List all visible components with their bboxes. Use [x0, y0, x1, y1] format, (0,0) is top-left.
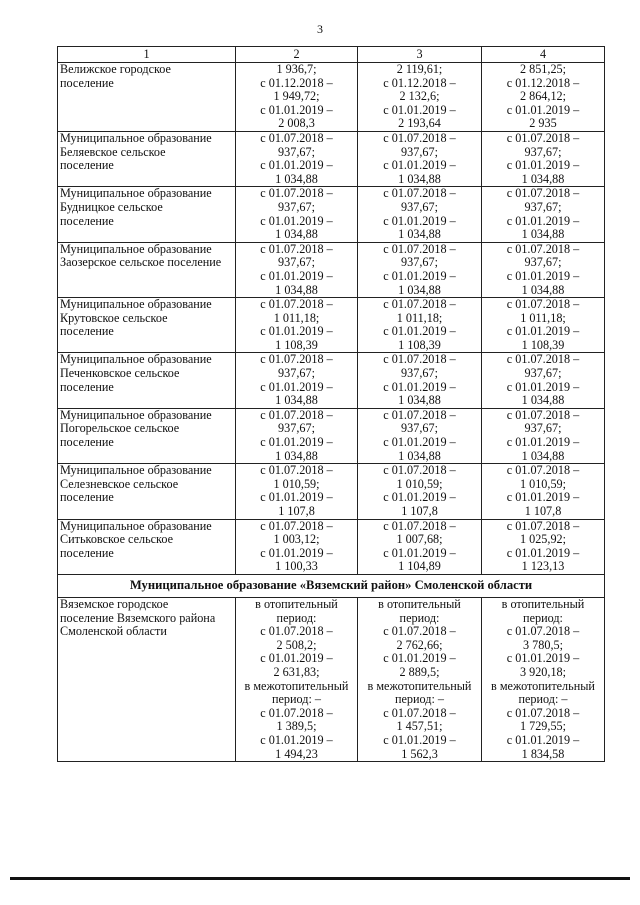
table-row — [58, 63, 605, 132]
value-line: с 01.01.2019 – — [383, 651, 456, 666]
value-line: 3 920,18; — [519, 664, 567, 679]
value-line: 2 508,2; — [276, 637, 317, 652]
tariff-cell-c2 — [236, 63, 358, 132]
value-line: с 01.01.2019 – — [506, 102, 580, 117]
value-line: с 01.01.2019 – — [506, 213, 580, 228]
section-header-row — [58, 574, 605, 597]
value-line: с 01.01.2019 – — [506, 379, 580, 394]
tariff-cell-c4 — [482, 597, 605, 761]
value-line: с 01.07.2018 – — [260, 407, 333, 422]
value-line: с 01.07.2018 – — [383, 407, 456, 422]
tariff-cell-c4 — [482, 131, 605, 186]
value-line: 1 100,33 — [275, 559, 318, 574]
tariff-cell-c2 — [236, 519, 358, 574]
value-line: 937,67; — [401, 366, 438, 381]
name-line: Муниципальное образование — [60, 186, 212, 201]
value-line: в межотопительный — [367, 678, 472, 693]
value-line: 937,67; — [524, 255, 562, 270]
value-line: с 01.01.2019 – — [383, 158, 456, 173]
tariff-cell-c2 — [236, 242, 358, 297]
value-line: период: — [276, 610, 317, 625]
value-line: 2 864,12; — [519, 89, 567, 104]
name-line: поселение Вяземского района — [60, 610, 216, 625]
value-line: 2 008,3 — [278, 116, 315, 131]
name-line: Крутовское сельское — [60, 310, 168, 325]
value-line: с 01.01.2019 – — [383, 213, 456, 228]
value-line: 2 851,25; — [519, 62, 567, 76]
value-line: 1 494,23 — [275, 746, 318, 761]
value-line: 937,67; — [278, 199, 315, 214]
value-line: с 01.01.2019 – — [506, 158, 580, 173]
value-line: 937,67; — [401, 421, 438, 436]
value-line: с 01.07.2018 – — [383, 518, 456, 533]
value-line: 3 780,5; — [523, 637, 563, 652]
municipality-name-cell — [58, 519, 236, 574]
value-line: 1 389,5; — [276, 719, 317, 734]
tariff-cell-c4 — [482, 408, 605, 463]
value-line: с 01.07.2018 – — [506, 518, 580, 533]
value-line: 1 034,88 — [398, 227, 441, 242]
tariff-cell-c3 — [358, 298, 482, 353]
value-line: с 01.07.2018 – — [260, 130, 333, 145]
tariff-cell-c4 — [482, 298, 605, 353]
value-line: 1 011,18; — [273, 310, 320, 325]
value-line: 1 123,13 — [521, 559, 565, 574]
municipality-name-cell — [58, 408, 236, 463]
value-line: 1 034,88 — [398, 393, 441, 408]
municipality-name-cell — [58, 464, 236, 519]
column-header: 1 — [58, 47, 236, 63]
value-line: с 01.01.2019 – — [506, 435, 580, 450]
name-line: Муниципальное образование — [60, 352, 212, 367]
value-line: 937,67; — [524, 421, 562, 436]
municipality-name-cell — [58, 63, 236, 132]
section-title: Муниципальное образование «Вяземский район» Смоленской области — [58, 574, 605, 597]
column-header: 2 — [236, 47, 358, 63]
table-row — [58, 464, 605, 519]
value-line: 1 034,88 — [521, 393, 565, 408]
value-line: 1 011,18; — [396, 310, 443, 325]
name-line: Погорельское сельское — [60, 421, 180, 436]
tariff-cell-c3 — [358, 464, 482, 519]
name-line: Печенковское сельское — [60, 366, 180, 381]
tariff-cell-c4 — [482, 353, 605, 408]
value-line: 1 949,72; — [273, 89, 320, 104]
value-line: 1 936,7; — [276, 62, 317, 76]
value-line: 937,67; — [278, 366, 315, 381]
value-line: с 01.07.2018 – — [506, 407, 580, 422]
value-line: с 01.07.2018 – — [260, 518, 333, 533]
value-line: с 01.01.2019 – — [260, 490, 333, 505]
value-line: 2 935 — [529, 116, 557, 131]
value-line: 1 034,88 — [398, 448, 441, 463]
value-line: с 01.01.2019 – — [260, 435, 333, 450]
tariff-cell-c3 — [358, 353, 482, 408]
value-line: с 01.07.2018 – — [260, 297, 333, 312]
tariff-table — [57, 46, 605, 762]
value-line: 1 108,39 — [521, 337, 565, 352]
value-line: 1 010,59; — [273, 476, 320, 491]
value-line: с 01.01.2019 – — [383, 435, 456, 450]
column-header: 3 — [358, 47, 482, 63]
value-line: с 01.07.2018 – — [260, 241, 333, 256]
value-line: 937,67; — [524, 366, 562, 381]
value-line: с 01.07.2018 – — [260, 624, 333, 639]
table-body — [58, 63, 605, 575]
tariff-cell-c3 — [358, 408, 482, 463]
value-line: в отопительный — [501, 596, 585, 611]
tariff-cell-c3 — [358, 187, 482, 242]
value-line: 2 132,6; — [399, 89, 440, 104]
name-line: Муниципальное образование — [60, 130, 212, 145]
table-row — [58, 519, 605, 574]
tariff-cell-c4 — [482, 519, 605, 574]
name-line: Муниципальное образование — [60, 407, 212, 422]
tariff-cell-c2 — [236, 408, 358, 463]
name-line: Муниципальное образование — [60, 463, 212, 478]
value-line: 1 729,55; — [519, 719, 567, 734]
tariff-cell-c2 — [236, 353, 358, 408]
tariff-cell-c4 — [482, 464, 605, 519]
value-line: с 01.01.2019 – — [383, 490, 456, 505]
value-line: с 01.01.2019 – — [260, 158, 333, 173]
value-line: 2 193,64 — [398, 116, 441, 131]
value-line: 2 889,5; — [399, 664, 440, 679]
value-line: с 01.01.2019 – — [260, 102, 333, 117]
table-row — [58, 353, 605, 408]
value-line: с 01.07.2018 – — [260, 186, 333, 201]
name-line: Заозерское сельское поселение — [60, 255, 222, 270]
name-line: поселение — [60, 545, 114, 560]
value-line: с 01.01.2019 – — [260, 545, 333, 560]
value-line: с 01.12.2018 – — [506, 75, 580, 90]
name-line: поселение — [60, 158, 114, 173]
name-line: поселение — [60, 435, 114, 450]
value-line: период: – — [518, 692, 568, 707]
value-line: 937,67; — [524, 199, 562, 214]
municipality-name-cell — [58, 187, 236, 242]
value-line: с 01.01.2019 – — [383, 102, 456, 117]
value-line: 1 034,88 — [521, 171, 565, 186]
value-line: с 01.01.2019 – — [260, 651, 333, 666]
tariff-cell-c4 — [482, 242, 605, 297]
value-line: в отопительный — [378, 596, 461, 611]
name-line: поселение — [60, 213, 114, 228]
value-line: 1 034,88 — [398, 282, 441, 297]
value-line: 1 010,59; — [396, 476, 443, 491]
value-line: с 01.07.2018 – — [383, 352, 456, 367]
name-line: Беляевское сельское — [60, 144, 166, 159]
value-line: с 01.01.2019 – — [383, 379, 456, 394]
value-line: период: – — [394, 692, 445, 707]
value-line: с 01.07.2018 – — [260, 705, 333, 720]
value-line: 1 034,88 — [521, 282, 565, 297]
name-line: Смоленской области — [60, 624, 167, 639]
value-line: 1 007,68; — [396, 532, 443, 547]
value-line: 1 034,88 — [521, 448, 565, 463]
tariff-cell-c4 — [482, 63, 605, 132]
table-row — [58, 597, 605, 761]
bottom-rule — [10, 877, 630, 880]
name-line: Муниципальное образование — [60, 297, 212, 312]
value-line: 1 011,18; — [520, 310, 566, 325]
value-line: 1 034,88 — [275, 448, 318, 463]
tariff-cell-c3 — [358, 63, 482, 132]
tariff-cell-c2 — [236, 131, 358, 186]
table-row — [58, 131, 605, 186]
value-line: период: — [523, 610, 563, 625]
table-row — [58, 242, 605, 297]
value-line: 937,67; — [278, 144, 315, 159]
tariff-cell-c2 — [236, 298, 358, 353]
value-line: с 01.07.2018 – — [383, 241, 456, 256]
value-line: 2 762,66; — [396, 637, 443, 652]
tariff-cell-c3 — [358, 131, 482, 186]
table-row — [58, 298, 605, 353]
value-line: с 01.07.2018 – — [506, 352, 580, 367]
value-line: 1 025,92; — [519, 532, 567, 547]
page-number: 3 — [317, 22, 323, 36]
value-line: 1 034,88 — [521, 227, 565, 242]
tariff-cell-c4 — [482, 187, 605, 242]
municipality-name-cell — [58, 353, 236, 408]
name-line: Муниципальное образование — [60, 241, 212, 256]
value-line: 1 010,59; — [519, 476, 567, 491]
value-line: с 01.07.2018 – — [383, 463, 456, 478]
value-line: с 01.07.2018 – — [506, 624, 580, 639]
name-line: Велижское городское — [60, 62, 171, 76]
value-line: с 01.01.2019 – — [260, 732, 333, 747]
value-line: 1 104,89 — [398, 559, 441, 574]
value-line: с 01.07.2018 – — [383, 624, 456, 639]
value-line: с 01.01.2019 – — [260, 213, 333, 228]
section-body — [58, 597, 605, 761]
value-line: 1 034,88 — [275, 393, 318, 408]
value-line: 937,67; — [401, 199, 438, 214]
value-line: с 01.07.2018 – — [506, 130, 580, 145]
value-line: с 01.07.2018 – — [506, 186, 580, 201]
value-line: 1 834,58 — [521, 746, 565, 761]
value-line: с 01.01.2019 – — [506, 545, 580, 560]
value-line: с 01.07.2018 – — [260, 463, 333, 478]
value-line: с 01.01.2019 – — [506, 732, 580, 747]
value-line: 1 107,8 — [401, 504, 438, 518]
value-line: 1 034,88 — [275, 282, 318, 297]
tariff-cell-c2 — [236, 597, 358, 761]
name-line: Селезневское сельское — [60, 476, 179, 491]
value-line: с 01.01.2019 – — [260, 379, 333, 394]
name-line: поселение — [60, 324, 114, 339]
value-line: 937,67; — [524, 144, 562, 159]
municipality-name-cell — [58, 597, 236, 761]
value-line: 1 562,3 — [401, 746, 438, 761]
value-line: с 01.07.2018 – — [506, 297, 580, 312]
section-header-body — [58, 574, 605, 597]
value-line: в межотопительный — [244, 678, 349, 693]
tariff-cell-c3 — [358, 597, 482, 761]
name-line: поселение — [60, 490, 114, 505]
value-line: 937,67; — [278, 421, 315, 436]
value-line: период: – — [271, 692, 322, 707]
municipality-name-cell — [58, 131, 236, 186]
value-line: с 01.01.2019 – — [506, 324, 580, 339]
value-line: 1 034,88 — [398, 171, 441, 186]
value-line: 937,67; — [278, 255, 315, 270]
municipality-name-cell — [58, 298, 236, 353]
name-line: Муниципальное образование — [60, 518, 212, 533]
value-line: с 01.01.2019 – — [383, 545, 456, 560]
name-line: Вяземское городское — [60, 596, 169, 611]
value-line: с 01.01.2019 – — [506, 490, 580, 505]
value-line: 2 631,83; — [273, 664, 320, 679]
value-line: 937,67; — [401, 255, 438, 270]
value-line: период: — [399, 610, 440, 625]
value-line: 1 003,12; — [273, 532, 320, 547]
column-header: 4 — [482, 47, 605, 63]
tariff-cell-c3 — [358, 242, 482, 297]
name-line: Ситьковское сельское — [60, 532, 173, 547]
value-line: с 01.07.2018 – — [383, 705, 456, 720]
table-header-row — [58, 47, 605, 63]
value-line: с 01.07.2018 – — [383, 186, 456, 201]
value-line: 1 108,39 — [275, 337, 318, 352]
value-line: 1 034,88 — [275, 227, 318, 242]
tariff-cell-c3 — [358, 519, 482, 574]
value-line: с 01.01.2019 – — [383, 324, 456, 339]
value-line: с 01.01.2019 – — [383, 268, 456, 283]
value-line: 1 108,39 — [398, 337, 441, 352]
value-line: в межотопительный — [491, 678, 595, 693]
table-row — [58, 408, 605, 463]
value-line: с 01.01.2019 – — [506, 651, 580, 666]
value-line: 937,67; — [401, 144, 438, 159]
value-line: 1 107,8 — [278, 504, 315, 518]
value-line: 1 107,8 — [524, 504, 562, 518]
value-line: с 01.07.2018 – — [506, 241, 580, 256]
municipality-name-cell — [58, 242, 236, 297]
value-line: с 01.07.2018 – — [383, 297, 456, 312]
value-line: 1 034,88 — [275, 171, 318, 186]
value-line: 1 457,51; — [396, 719, 443, 734]
name-line: поселение — [60, 75, 114, 90]
value-line: в отопительный — [255, 596, 338, 611]
value-line: 2 119,61; — [396, 62, 443, 76]
value-line: с 01.07.2018 – — [383, 130, 456, 145]
name-line: Будницкое сельское — [60, 199, 163, 214]
value-line: с 01.01.2019 – — [506, 268, 580, 283]
table-row — [58, 187, 605, 242]
tariff-cell-c2 — [236, 464, 358, 519]
value-line: с 01.12.2018 – — [383, 75, 456, 90]
value-line: с 01.01.2019 – — [383, 732, 456, 747]
value-line: с 01.07.2018 – — [506, 705, 580, 720]
value-line: с 01.07.2018 – — [260, 352, 333, 367]
tariff-cell-c2 — [236, 187, 358, 242]
name-line: поселение — [60, 379, 114, 394]
value-line: с 01.01.2019 – — [260, 324, 333, 339]
value-line: с 01.12.2018 – — [260, 75, 333, 90]
value-line: с 01.01.2019 – — [260, 268, 333, 283]
value-line: с 01.07.2018 – — [506, 463, 580, 478]
